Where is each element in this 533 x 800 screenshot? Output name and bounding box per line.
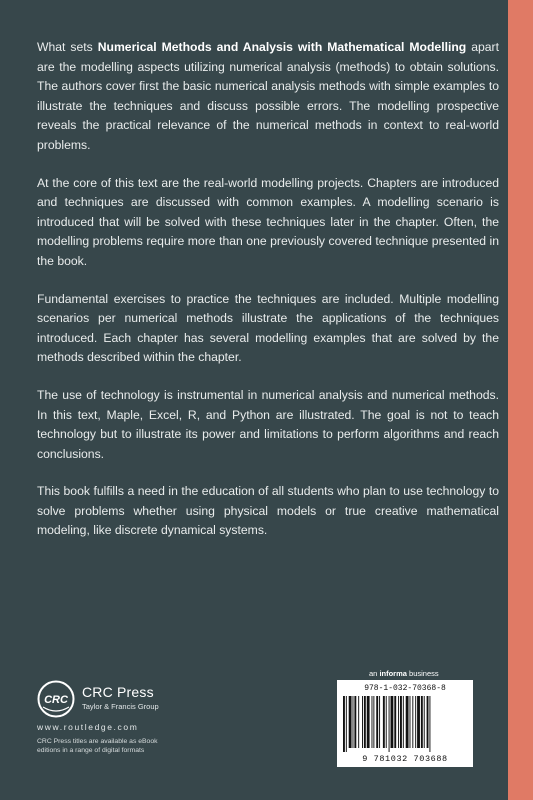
barcode-bar — [412, 696, 413, 748]
crc-logo-icon — [37, 680, 75, 718]
barcode-bar — [391, 696, 394, 748]
barcode-bar — [367, 696, 370, 748]
barcode-bar — [386, 696, 387, 748]
barcode-bar — [417, 696, 420, 748]
barcode-bar — [403, 696, 404, 748]
barcode-bar — [424, 696, 425, 748]
barcode-bar — [343, 696, 345, 752]
barcode-bar — [406, 696, 409, 748]
informa-tagline: an informa business — [369, 669, 439, 678]
svg-text:CRC: CRC — [44, 694, 68, 706]
barcode-bar — [429, 696, 430, 752]
barcode-bar — [372, 696, 373, 748]
barcode-bar — [421, 696, 423, 748]
barcode-bar — [346, 696, 347, 752]
book-title: Numerical Methods and Analysis with Mathematical Modelling — [97, 40, 467, 54]
ebook-note: CRC Press titles are available as eBook editions in a range of digital formats — [37, 738, 158, 754]
barcode-bar — [383, 696, 385, 748]
back-cover-blurb — [37, 38, 499, 559]
publisher-website: www.routledge.com — [37, 722, 139, 732]
barcode-bar — [362, 696, 363, 748]
blurb-paragraph-3: Fundamental exercises to practice the techniques are included. Multiple modelling scenarios per numerical methods illustrate the applications of the techniques introduced. Each chapter has several modelling examples that are solved by the methods described within the chapter. — [37, 291, 499, 365]
barcode-digits: 9 781032 703688 — [362, 754, 448, 764]
barcode-bar — [353, 696, 354, 748]
barcode-bar — [427, 696, 429, 748]
barcode-bars — [341, 696, 469, 752]
blurb-paragraph-4: The use of technology is instrumental in numerical analysis and numerical methods. In this text, Maple, Excel, R, and Python are illustrated. The goal is not to teach technology but to illustrate its power and limitations to perform algorithms and reach conclusions. — [37, 387, 499, 461]
barcode-bar — [394, 696, 396, 748]
blurb-paragraph-5: This book fulfills a need in the education of all students who plan to use technology to solve problems whether using physical models or true creative mathematical modeling, like discrete dynamical systems. — [37, 484, 499, 538]
barcode-bar — [349, 696, 352, 748]
barcode-bar — [400, 696, 402, 748]
barcode-bar — [398, 696, 399, 748]
barcode-bar — [354, 696, 356, 748]
barcode-bar — [389, 696, 390, 752]
barcode-bar — [358, 696, 359, 748]
barcode-bar — [364, 696, 366, 748]
barcode-bar — [373, 696, 374, 748]
barcode-bar — [376, 696, 378, 748]
blurb-paragraph-1: What sets Numerical Methods and Analysis with Mathematical Modelling apart are the modelling aspects utilizing numerical analysis (methods) to obtain solutions. The authors cover first the basic numerical analysis methods with simple examples to illustrate the techniques and discuss possible errors. The modelling prospective reveals the practical relevance of the numerical methods in context to real-world problems. — [37, 40, 499, 152]
barcode-bar — [379, 696, 380, 748]
isbn-barcode — [337, 680, 473, 767]
blurb-paragraph-2: At the core of this text are the real-world modelling projects. Chapters are introduced and techniques are discussed with common examples. A modelling scenario is introduced that will be solved with these techniques later in the chapter. Often, the modelling problems require more than one previously covered technique presented in the book. — [37, 175, 499, 268]
publisher-group: Taylor & Francis Group — [82, 702, 159, 711]
barcode-bar — [415, 696, 416, 748]
barcode-bar — [410, 696, 411, 748]
spine-stripe — [508, 0, 533, 800]
isbn-text: 978-1-032-70368-8 — [364, 684, 446, 693]
publisher-name: CRC Press — [82, 684, 154, 700]
